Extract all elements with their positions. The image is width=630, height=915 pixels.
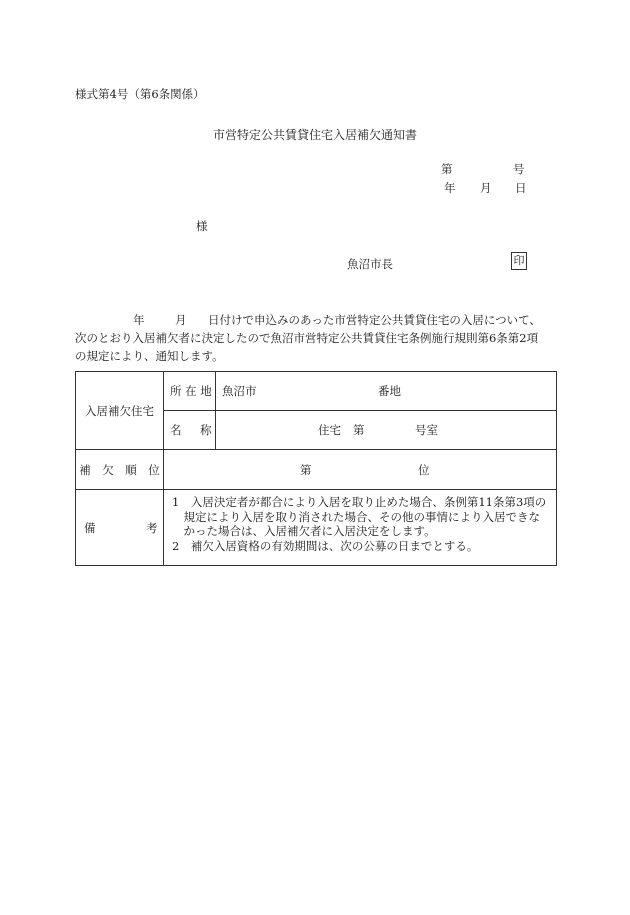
remarks-label-1: 備 (84, 520, 96, 535)
name-label-cell (164, 411, 216, 450)
remarks-label-2: 考 (146, 520, 158, 535)
location-value-cell (216, 372, 557, 411)
location-suffix: 番地 (378, 384, 401, 398)
name-value-cell (216, 411, 557, 450)
remarks-line-3: かった場合は、入居補欠者に入居決定をします。 (172, 524, 436, 538)
rank-label: 補 欠 順 位 (76, 450, 164, 490)
location-label-cell (164, 372, 216, 411)
housing-label: 入居補欠住宅 (76, 372, 164, 450)
body-year: 年 (133, 313, 145, 327)
body-line1: 日付けで申込みのあった市営特定公共賃貸住宅の入居について、 (208, 313, 541, 327)
body-line2: 次のとおり入居補欠者に決定したので魚沼市営特定公共賃貸住宅条例施行規則第6条第2項 (75, 331, 539, 345)
name-prefix: 第 (353, 423, 365, 437)
location-city: 魚沼市 (222, 384, 257, 398)
addressee-honorific: 様 (196, 219, 208, 233)
notice-table (75, 371, 557, 566)
remarks-line-2: 規定により入居を取り消された場合、その他の事情により入居できな (172, 509, 540, 524)
remarks-label-cell (76, 490, 164, 566)
issuer-name: 魚沼市長 (347, 257, 393, 271)
date-day: 日 (515, 181, 527, 195)
document-title: 市営特定公共賃貸住宅入居補欠通知書 (212, 128, 417, 142)
name-housing: 住宅 (318, 423, 341, 437)
notice-body (75, 311, 565, 365)
body-month: 月 (175, 313, 187, 327)
date-month: 月 (480, 181, 492, 195)
seal-mark: 印 (511, 252, 527, 270)
rank-suffix: 位 (418, 462, 430, 477)
name-label-2: 称 (200, 423, 212, 437)
number-suffix: 号 (513, 162, 525, 176)
rank-value-cell (164, 450, 557, 490)
remarks-content (164, 490, 557, 566)
location-label: 所 在 地 (170, 384, 212, 398)
body-line3: の規定により、通知します。 (75, 349, 224, 363)
name-label-1: 名 (170, 423, 182, 437)
form-number: 様式第4号（第6条関係） (75, 87, 205, 101)
remarks-line-4: 2 補欠入居資格の有効期間は、次の公募の日までとする。 (172, 538, 479, 553)
number-prefix: 第 (441, 162, 453, 176)
remarks-line-1: 1 入居決定者が都合により入居を取り止めた場合、条例第11条第3項の (172, 495, 547, 509)
date-year: 年 (444, 181, 456, 195)
rank-prefix: 第 (300, 462, 312, 477)
name-suffix: 号室 (415, 423, 438, 437)
